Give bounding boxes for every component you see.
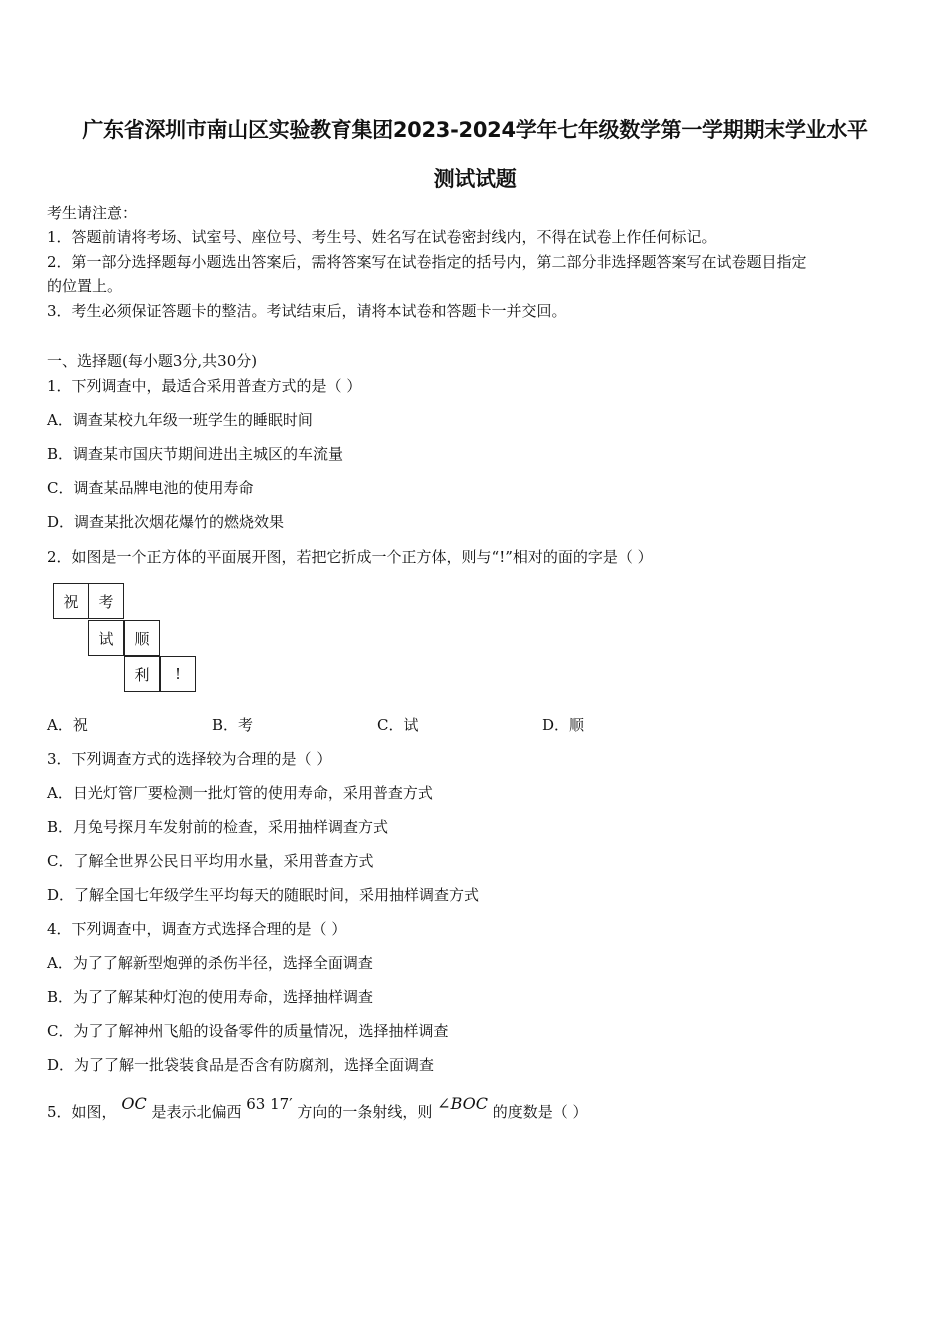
net-cell: 祝 <box>53 583 89 619</box>
q3-option-b: B．月兔号探月车发射前的检查，采用抽样调查方式 <box>47 818 389 836</box>
net-cell: ! <box>160 656 196 692</box>
q2-option-d: D．顺 <box>542 716 585 734</box>
q5-text-2: 方向的一条射线，则 <box>297 1103 438 1121</box>
q5-suffix: 的度数是（ ） <box>492 1103 588 1121</box>
q5-ray-formula: OC <box>121 1094 147 1113</box>
q1-stem: 1．下列调查中，最适合采用普查方式的是（ ） <box>47 377 362 395</box>
q5-text-1: 是表示北偏西 <box>151 1103 247 1121</box>
q5-target-formula: ∠BOC <box>437 1094 488 1113</box>
q3-option-c: C．了解全世界公民日平均用水量，采用普查方式 <box>47 852 374 870</box>
q2-option-c: C．试 <box>377 716 419 734</box>
q4-option-d: D．为了了解一批袋装食品是否含有防腐剂，选择全面调查 <box>47 1056 435 1074</box>
net-cell: 试 <box>88 620 124 656</box>
net-cell: 顺 <box>124 620 160 656</box>
q1-option-d: D．调查某批次烟花爆竹的燃烧效果 <box>47 513 285 531</box>
notice-item-2: 2．第一部分选择题每小题选出答案后，需将答案写在试卷指定的括号内，第二部分非选择题答案写在试卷题目指定 <box>47 253 807 271</box>
q2-stem: 2．如图是一个正方体的平面展开图，若把它折成一个正方体，则与“!”相对的面的字是（ ） <box>47 548 653 566</box>
q3-stem: 3．下列调查方式的选择较为合理的是（ ） <box>47 750 332 768</box>
q1-option-b: B．调查某市国庆节期间进出主城区的车流量 <box>47 445 344 463</box>
exam-title-line1: 广东省深圳市南山区实验教育集团2023-2024学年七年级数学第一学期期末学业水平 <box>82 118 868 142</box>
q5-prefix: 5．如图， <box>47 1103 117 1121</box>
q4-option-a: A．为了了解新型炮弹的杀伤半径，选择全面调查 <box>47 954 373 972</box>
q5-stem <box>47 1094 588 1122</box>
notice-item-3: 3．考生必须保证答题卡的整洁。考试结束后，请将本试卷和答题卡一并交回。 <box>47 302 567 320</box>
exam-title-line2: 测试试题 <box>433 167 517 191</box>
notice-item-1: 1．答题前请将考场、试室号、座位号、考生号、姓名写在试卷密封线内，不得在试卷上作任何标记。 <box>47 228 717 246</box>
q4-stem: 4．下列调查中，调查方式选择合理的是（ ） <box>47 920 347 938</box>
q2-option-a: A．祝 <box>47 716 88 734</box>
q1-option-c: C．调查某品牌电池的使用寿命 <box>47 479 254 497</box>
notice-item-2-cont: 的位置上。 <box>47 277 123 295</box>
net-cell: 利 <box>124 656 160 692</box>
q4-option-c: C．为了了解神州飞船的设备零件的质量情况，选择抽样调查 <box>47 1022 449 1040</box>
q3-option-d: D．了解全国七年级学生平均每天的随眠时间，采用抽样调查方式 <box>47 886 480 904</box>
q5-angle-formula: 63 17′ <box>246 1095 293 1113</box>
notice-header: 考生请注意： <box>47 204 138 222</box>
q1-option-a: A．调查某校九年级一班学生的睡眠时间 <box>47 411 313 429</box>
q2-option-b: B．考 <box>212 716 254 734</box>
q4-option-b: B．为了了解某种灯泡的使用寿命，选择抽样调查 <box>47 988 374 1006</box>
q3-option-a: A．日光灯管厂要检测一批灯管的使用寿命，采用普查方式 <box>47 784 433 802</box>
net-cell: 考 <box>88 583 124 619</box>
section-heading: 一、选择题(每小题3分,共30分) <box>47 352 258 370</box>
